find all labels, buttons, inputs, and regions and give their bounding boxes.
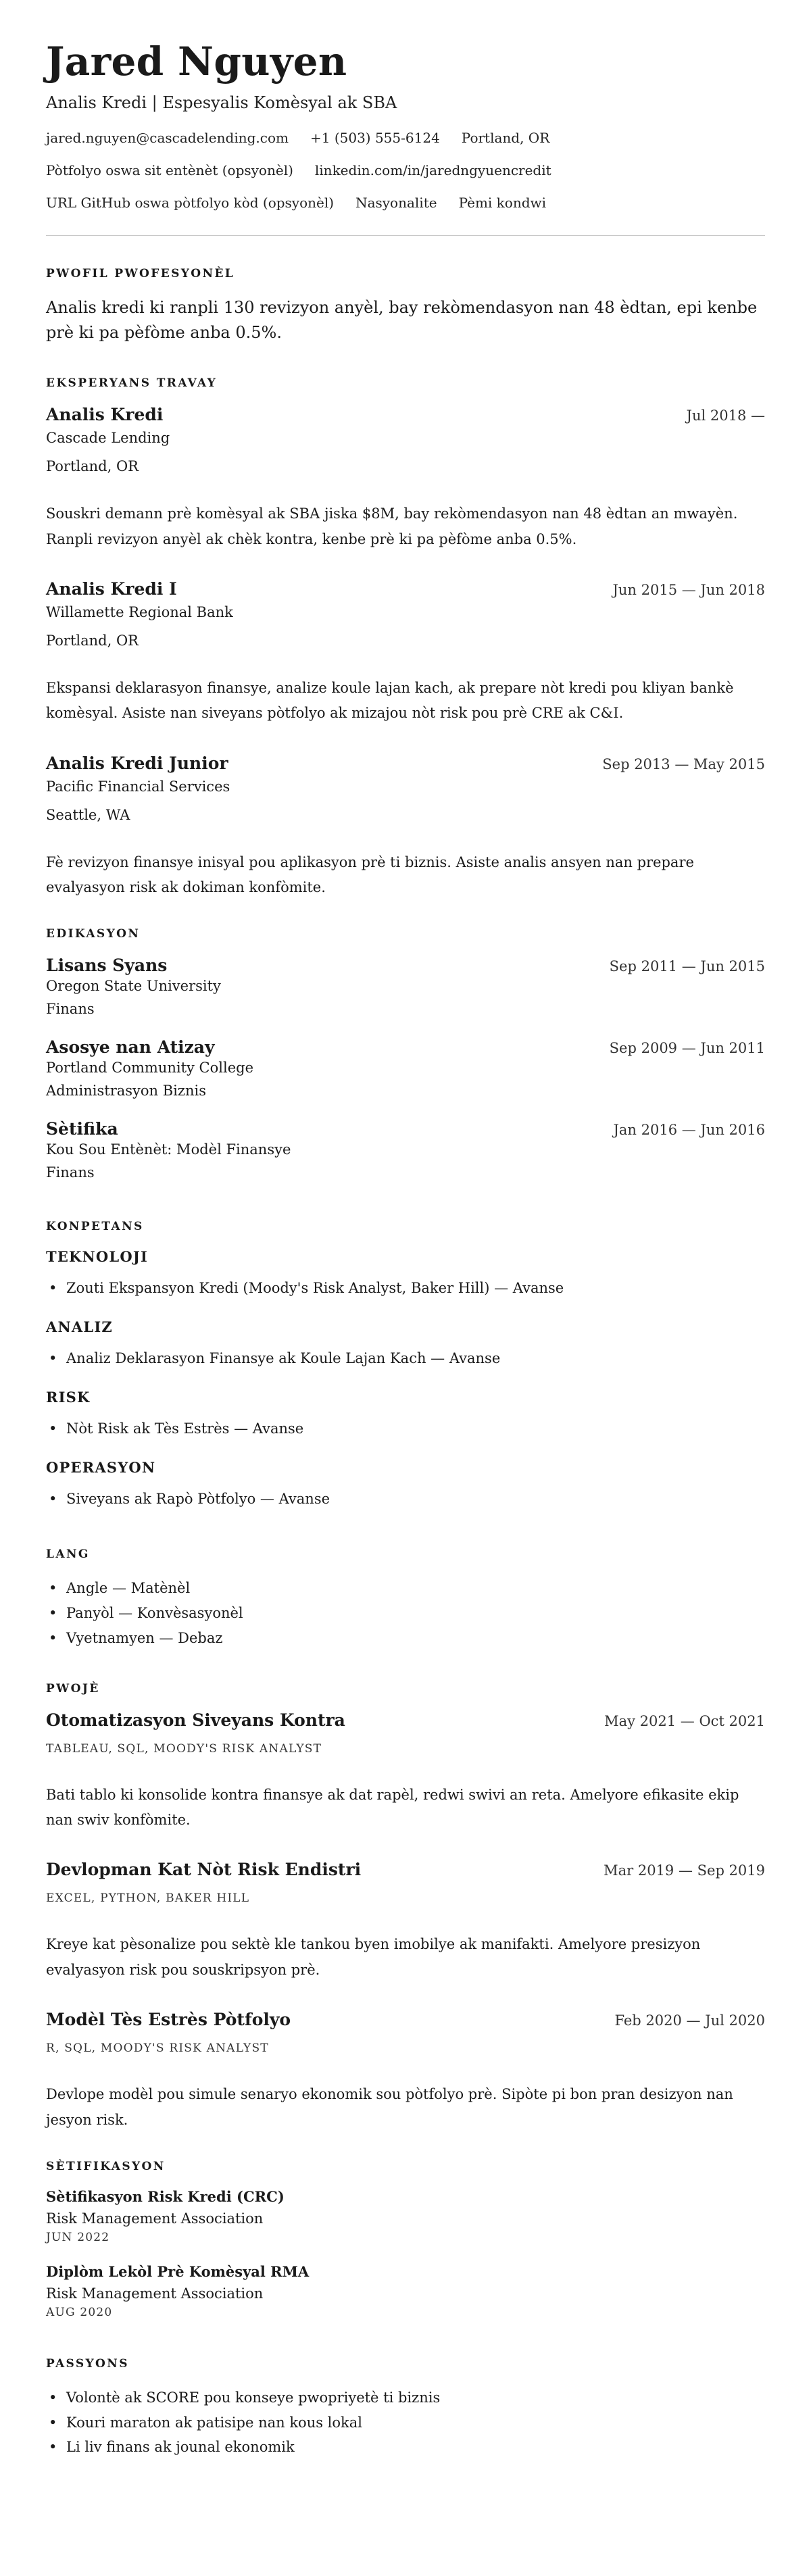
job-location: Portland, OR [46,632,139,649]
education-entry-head [46,1037,765,1057]
skill-item: • Zouti Ekspansyon Kredi (Moody's Risk Analyst, Baker Hill) — Avanse [46,1276,765,1301]
skill-item: • Analiz Deklarasyon Finansye ak Koule Lajan Kach — Avanse [46,1346,765,1371]
school-name: Oregon State University [46,978,221,995]
job-employer: Cascade Lending [46,430,170,447]
contact-phone[interactable]: +1 (503) 555-6124 [310,129,440,146]
education-entry-head [46,956,765,975]
skill-list [46,1276,765,1301]
profile-section [46,267,765,345]
projects-section [46,1682,765,2133]
section-title-languages: LANG [46,1547,90,1562]
education-entry [46,1119,765,1181]
job-employer: Willamette Regional Bank [46,603,233,620]
experience-entry-head [46,753,765,773]
certification-entry [46,2188,765,2244]
project-entry-head [46,1710,765,1730]
project-description: Bati tablo ki konsolide kontra finansye ak dat rapèl, redwi swivi an reta. Amelyore efikasite ekip nan swiv konfòmite. [46,1786,739,1829]
candidate-headline: Analis Kredi | Espesyalis Komèsyal ak SBA [46,93,397,112]
certification-issuer: Risk Management Association [46,2285,264,2302]
project-description: Kreye kat pèsonalize pou sektè kle tankou byen imobilye ak manifakti. Amelyore presizyon evalyasyon risk pou souskripsyon prè. [46,1936,701,1978]
degree-title: Sètifika [46,1119,118,1139]
degree-dates: Sep 2009 — Jun 2011 [609,1040,765,1057]
skills-section [46,1220,765,1541]
section-title-skills: KONPETANS [46,1220,144,1234]
project-entry [46,2010,765,2133]
skill-group-name: RISK [46,1388,91,1406]
skill-list [46,1487,765,1512]
experience-section [46,376,765,900]
study-field: Finans [46,1001,95,1018]
job-location: Seattle, WA [46,806,130,823]
contact-row-1 [46,130,765,146]
profile-summary: Analis kredi ki ranpli 130 revizyon anyèl, bay rekòmendasyon nan 48 èdtan, epi kenbe prè ki pa pèfòme anba 0.5%. [46,297,758,342]
project-name: Otomatizasyon Siveyans Kontra [46,1710,345,1730]
skill-group-name: TEKNOLOJI [46,1248,148,1266]
hobby-item: • Kouri maraton ak patisipe nan kous lokal [46,2410,765,2435]
hobby-item: • Li liv finans ak jounal ekonomik [46,2435,765,2460]
certification-issuer: Risk Management Association [46,2210,264,2227]
skill-group-name: OPERASYON [46,1458,156,1476]
language-list [46,1576,765,1650]
job-dates: Jun 2015 — Jun 2018 [612,581,765,598]
project-technologies: TABLEAU, SQL, MOODY'S RISK ANALYST [46,1741,322,1756]
contact-linkedin[interactable]: linkedin.com/in/jaredngyuencredit [314,162,551,178]
job-description: Souskri demann prè komèsyal ak SBA jiska $8M, bay rekòmendasyon nan 48 èdtan an mwayèn. Ranpli revizyon anyèl ak chèk kontra, kenbe prè ki pa pèfòme anba 0.5%. [46,505,738,547]
contact-driving-license: Pèmi kondwi [458,194,547,211]
certification-name: Sètifikasyon Risk Kredi (CRC) [46,2187,285,2205]
project-description: Devlope modèl pou simule senaryo ekonomik sou pòtfolyo prè. Sipòte pi bon pran desizyon nan jesyon risk. [46,2086,733,2128]
experience-entry [46,579,765,726]
education-entry [46,1037,765,1099]
contact-portfolio[interactable]: Pòtfolyo oswa sit entènèt (opsyonèl) [46,162,293,178]
job-employer: Pacific Financial Services [46,778,230,795]
skill-group [46,1248,765,1301]
project-entry-head [46,2010,765,2029]
hobbies-section [46,2357,765,2460]
degree-dates: Sep 2011 — Jun 2015 [609,958,765,975]
section-title-hobbies: PASSYONS [46,2356,129,2371]
skill-group [46,1389,765,1441]
skill-group [46,1318,765,1371]
project-name: Modèl Tès Estrès Pòtfolyo [46,2010,291,2030]
skill-item: • Siveyans ak Rapò Pòtfolyo — Avanse [46,1487,765,1512]
degree-title: Lisans Syans [46,956,168,976]
skill-group [46,1459,765,1512]
certifications-section [46,2160,765,2350]
experience-entry-head [46,579,765,599]
hobby-list [46,2385,765,2460]
project-dates: Mar 2019 — Sep 2019 [604,1862,765,1879]
project-entry [46,1860,765,1983]
project-dates: Feb 2020 — Jul 2020 [614,2012,765,2029]
job-title: Analis Kredi I [46,578,177,599]
degree-dates: Jan 2016 — Jun 2016 [613,1122,765,1139]
job-dates: Jul 2018 — [686,407,765,424]
contact-location: Portland, OR [461,129,550,146]
job-description: Fè revizyon finansye inisyal pou aplikasyon prè ti biznis. Asiste analis ansyen nan prepare evalyasyon risk ak dokiman konfòmite. [46,853,694,896]
language-item: • Angle — Matènèl [46,1576,765,1601]
job-description: Ekspansi deklarasyon finansye, analize koule lajan kach, ak prepare nòt kredi pou kliyan bankè komèsyal. Asiste nan siveyans pòtfolyo ak mizajou nòt risk pou prè CRE ak C&I. [46,679,734,722]
contact-nationality: Nasyonalite [355,194,437,211]
certification-date: AUG 2020 [46,2305,113,2319]
experience-entry [46,753,765,901]
skill-item: • Nòt Risk ak Tès Estrès — Avanse [46,1416,765,1441]
section-title-experience: EKSPERYANS TRAVAY [46,376,218,391]
section-title-projects: PWOJÈ [46,1681,100,1695]
experience-entry [46,405,765,552]
certification-entry [46,2263,765,2319]
project-name: Devlopman Kat Nòt Risk Endistri [46,1860,362,1880]
job-dates: Sep 2013 — May 2015 [602,756,765,772]
section-title-education: EDIKASYON [46,927,141,941]
job-title: Analis Kredi [46,405,164,425]
language-item: • Panyòl — Konvèsasyonèl [46,1601,765,1626]
project-entry-head [46,1860,765,1879]
job-location: Portland, OR [46,458,139,475]
certification-name: Diplòm Lekòl Prè Komèsyal RMA [46,2262,310,2280]
project-entry [46,1710,765,1833]
education-entry [46,956,765,1017]
experience-entry-head [46,405,765,424]
education-entry-head [46,1119,765,1139]
project-technologies: R, SQL, MOODY'S RISK ANALYST [46,2041,269,2056]
project-dates: May 2021 — Oct 2021 [604,1712,765,1729]
languages-section [46,1547,765,1675]
contact-email[interactable]: jared.nguyen@cascadelending.com [46,129,289,146]
study-field: Administrasyon Biznis [46,1083,206,1099]
resume-header [46,41,765,211]
job-title: Analis Kredi Junior [46,753,228,773]
degree-title: Asosye nan Atizay [46,1037,215,1058]
skill-list [46,1416,765,1441]
project-technologies: EXCEL, PYTHON, BAKER HILL [46,1891,250,1906]
skill-group-name: ANALIZ [46,1318,113,1336]
language-item: • Vyetnamyen — Debaz [46,1626,765,1651]
hobby-item: • Volontè ak SCORE pou konseye pwopriyetè ti biznis [46,2385,765,2410]
candidate-name: Jared Nguyen [46,39,347,84]
contact-github[interactable]: URL GitHub oswa pòtfolyo kòd (opsyonèl) [46,194,335,211]
contact-row-3 [46,195,765,211]
education-section [46,927,765,1213]
section-title-profile: PWOFIL PWOFESYONÈL [46,266,235,280]
school-name: Portland Community College [46,1060,254,1076]
school-name: Kou Sou Entènèt: Modèl Finansye [46,1141,291,1158]
study-field: Finans [46,1164,95,1181]
certification-date: JUN 2022 [46,2230,110,2244]
skill-list [46,1346,765,1371]
section-title-certifications: SÈTIFIKASYON [46,2159,166,2173]
header-divider [46,235,765,236]
contact-row-2 [46,162,765,178]
